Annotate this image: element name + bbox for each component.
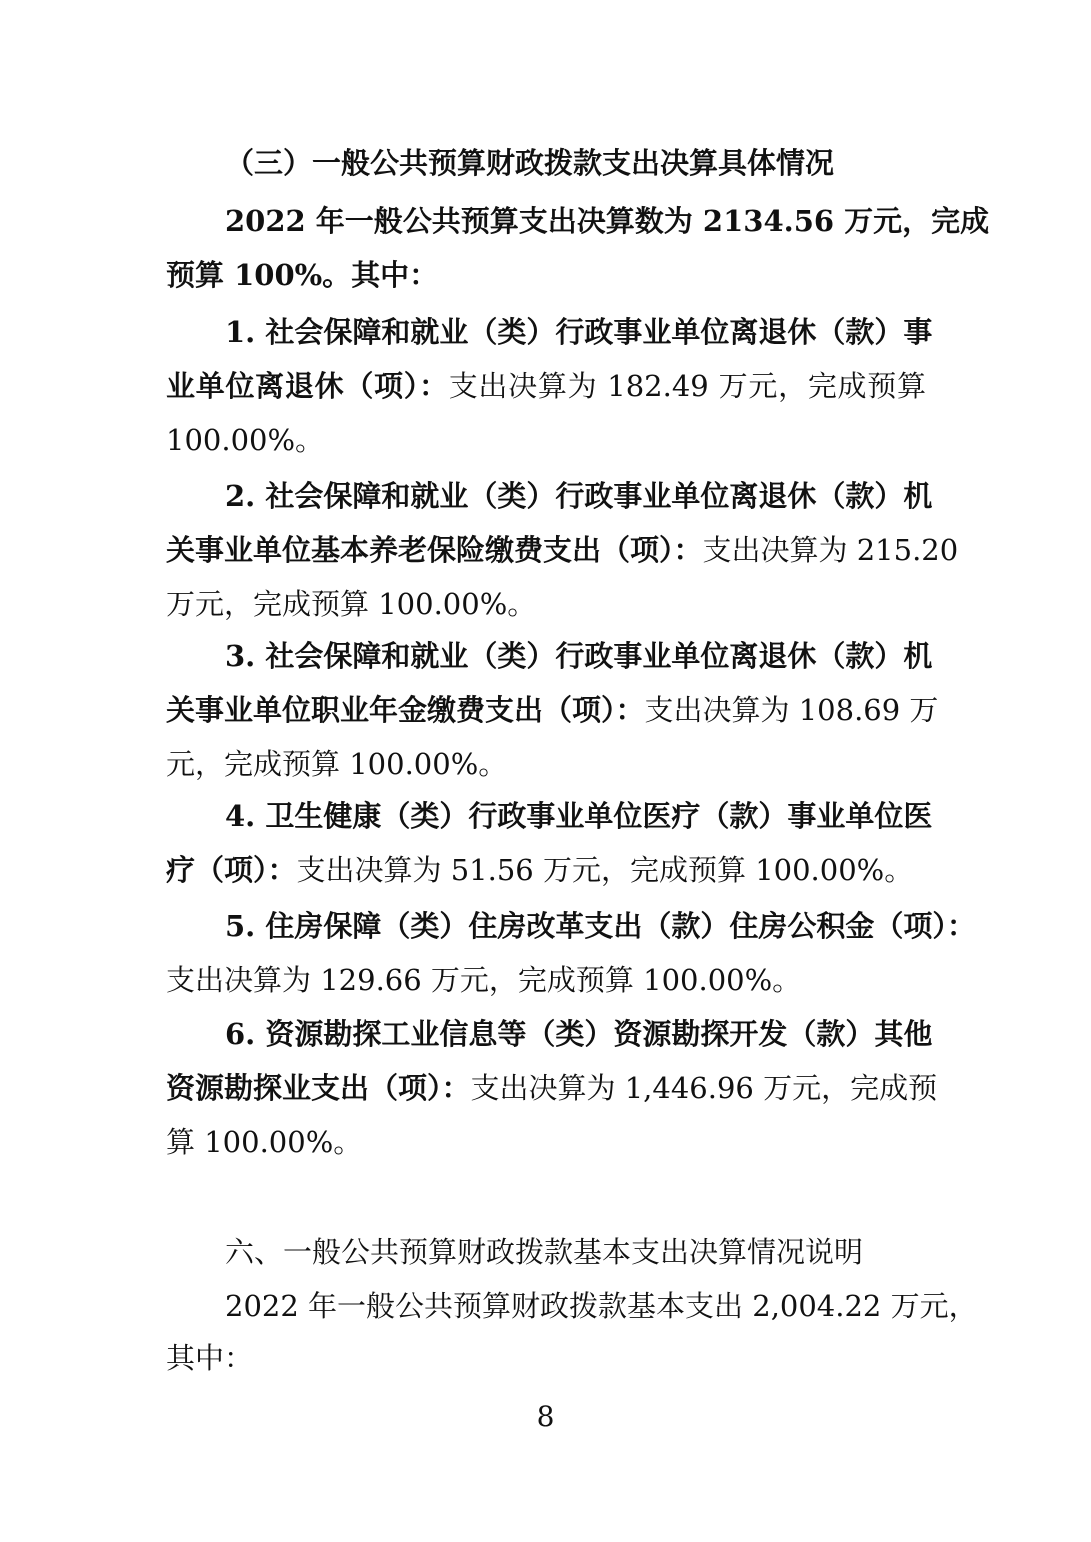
section-6-line-2: 其中： (166, 1341, 254, 1375)
item-6-line-2 (166, 1068, 938, 1108)
item-3-line-2 (166, 690, 939, 730)
section-6-line-1: 2022 年一般公共预算财政拨款基本支出 2,004.22 万元， (225, 1289, 978, 1323)
item-5-line-2: 支出决算为 129.66 万元，完成预算 100.00%。 (166, 963, 802, 997)
item-5-line-1: 5. 住房保障（类）住房改革支出（款）住房公积金（项）： (225, 909, 976, 943)
item-2-line-2 (166, 530, 959, 570)
item-6-value: 支出决算为 1,446.96 万元，完成预 (470, 1071, 938, 1105)
item-1-line-2 (166, 366, 926, 406)
item-3-label: 关事业单位职业年金缴费支出（项）： (166, 693, 645, 727)
item-2-value: 支出决算为 215.20 (702, 533, 959, 567)
item-6-line-1: 6. 资源勘探工业信息等（类）资源勘探开发（款）其他 (225, 1017, 933, 1051)
item-2-label: 关事业单位基本养老保险缴费支出（项）： (166, 533, 703, 567)
item-2-line-1: 2. 社会保障和就业（类）行政事业单位离退休（款）机 (225, 479, 933, 513)
item-3-line-1: 3. 社会保障和就业（类）行政事业单位离退休（款）机 (225, 639, 933, 673)
item-1-value: 支出决算为 182.49 万元，完成预算 (448, 369, 926, 403)
item-4-line-1: 4. 卫生健康（类）行政事业单位医疗（款）事业单位医 (225, 799, 933, 833)
item-1-label: 业单位离退休（项）： (166, 369, 449, 403)
section-heading: （三）一般公共预算财政拨款支出决算具体情况 (225, 146, 835, 180)
item-3-value: 支出决算为 108.69 万 (644, 693, 939, 727)
section-6-heading: 六、一般公共预算财政拨款基本支出决算情况说明 (225, 1235, 864, 1269)
item-4-label: 疗（项）： (166, 853, 297, 887)
item-4-line-2 (166, 850, 926, 890)
item-6-label: 资源勘探业支出（项）： (166, 1071, 471, 1105)
intro-line-2: 预算 100%。其中： (166, 258, 439, 292)
page-number: 8 (536, 1400, 555, 1433)
intro-line-1: 2022 年一般公共预算支出决算数为 2134.56 万元，完成 (225, 204, 990, 238)
item-3-line-3: 元，完成预算 100.00%。 (166, 747, 508, 781)
item-4-value: 支出决算为 51.56 万元，完成预算 100.00%。 (296, 853, 914, 887)
item-1-line-1: 1. 社会保障和就业（类）行政事业单位离退休（款）事 (225, 315, 933, 349)
item-2-line-3: 万元，完成预算 100.00%。 (166, 587, 537, 621)
item-1-line-3: 100.00%。 (166, 423, 325, 457)
item-6-line-3: 算 100.00%。 (166, 1125, 363, 1159)
